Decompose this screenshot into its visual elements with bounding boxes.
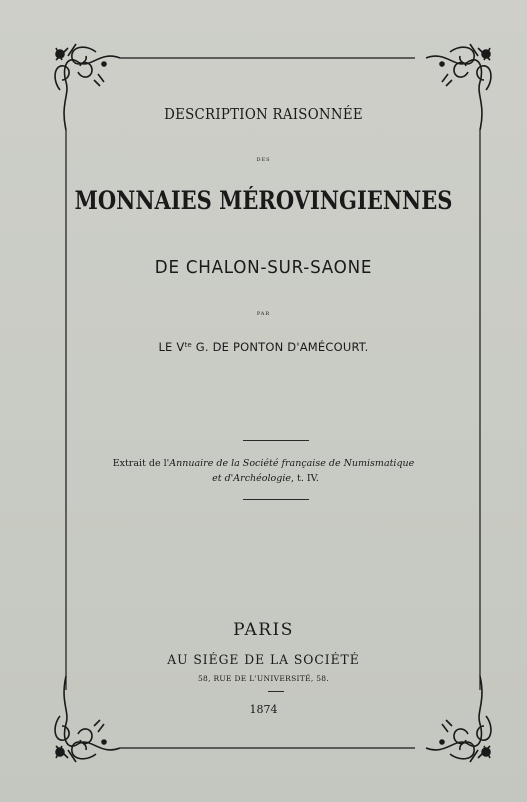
connector-par: PAR (256, 311, 271, 317)
extract-journal: Annuaire de la Société française de Numismatique (169, 458, 415, 469)
author-prefix: LE V (158, 340, 185, 354)
author-line (0, 340, 527, 354)
title-connector-des: DES (256, 157, 271, 163)
rule-top (243, 440, 309, 441)
extract-volume: , t. IV. (290, 473, 319, 484)
author-title-abbrev: te (184, 341, 192, 349)
main-title: MONNAIES MÉROVINGIENNES (74, 186, 453, 215)
extract-note (0, 456, 527, 486)
extract-journal-cont: et d'Archéologie (212, 473, 291, 484)
extract-prefix: Extrait de l' (112, 458, 170, 469)
author-name: G. DE PONTON D'AMÉCOURT. (191, 340, 369, 354)
rule-bottom (243, 499, 309, 500)
rule-imprint (268, 691, 284, 692)
corner-flourish-bottom-right (426, 676, 491, 762)
imprint-year: 1874 (249, 703, 278, 716)
title-line-description: DESCRIPTION RAISONNÉE (164, 107, 363, 123)
imprint-publisher: AU SIÉGE DE LA SOCIÉTÉ (167, 653, 360, 668)
imprint-address: 58, RUE DE L'UNIVERSITÉ, 58. (197, 674, 330, 683)
corner-flourish-bottom-left (55, 676, 120, 762)
imprint-city: PARIS (233, 620, 294, 640)
extract-line-1 (0, 456, 527, 471)
title-place: DE CHALON-SUR-SAONE (154, 257, 373, 278)
extract-line-2 (2, 471, 527, 486)
